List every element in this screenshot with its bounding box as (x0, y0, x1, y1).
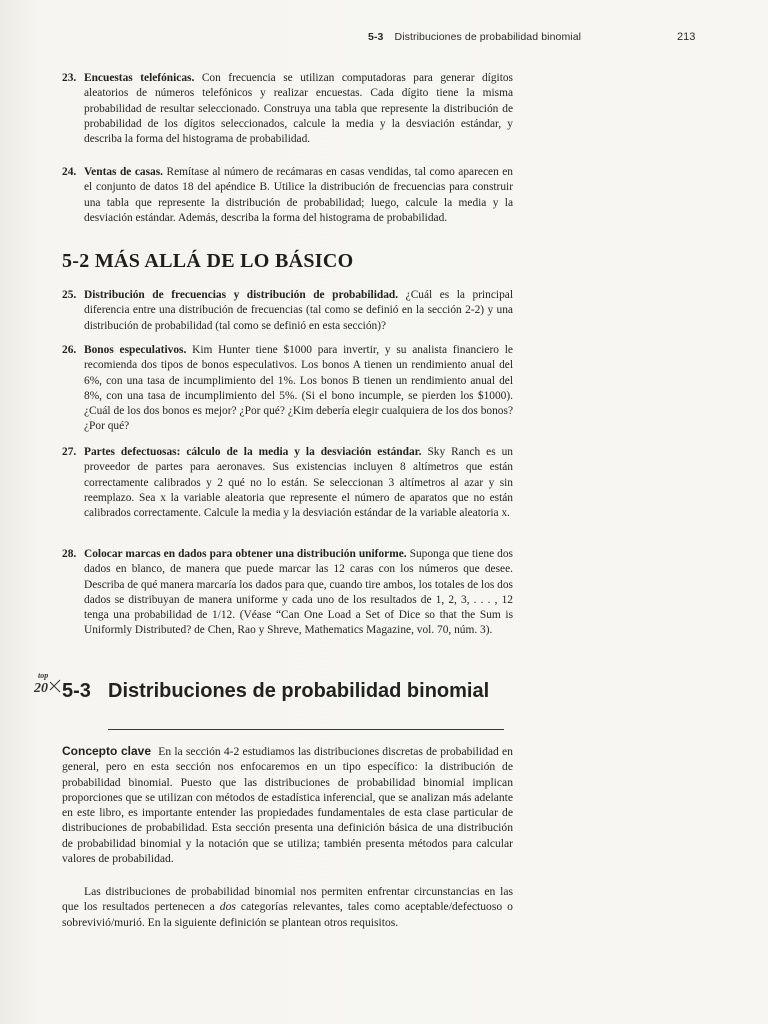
svg-text:20: 20 (34, 681, 48, 696)
exercise-title: Bonos especulativos. (84, 344, 187, 356)
exercise-number: 23. (62, 72, 77, 84)
exercise-body (84, 343, 513, 435)
exercise-25 (62, 288, 513, 334)
exercise-28 (62, 547, 513, 639)
body-paragraph-2 (62, 884, 513, 930)
exercise-number: 27. (62, 446, 77, 458)
exercise-title: Colocar marcas en dados para obtener una distribución uniforme. (84, 548, 407, 560)
exercise-text: Con frecuencia se utilizan computadoras para generar dígitos aleatorios de números telefónicos y realizar encuestas. Cada dígito tiene la misma probabilidad de resultar seleccionado. Construya una tabla que represente la distribución de probabilidad de los dígitos seleccionados, calcule la media y la desviación estándar, y describa la forma del histograma de probabilidad. (84, 72, 513, 146)
exercise-title: Partes defectuosas: cálculo de la media y la desviación estándar. (84, 446, 422, 458)
exercise-23 (62, 71, 513, 147)
exercise-26 (62, 343, 513, 435)
exercise-number: 28. (62, 548, 77, 560)
exercise-title: Distribución de frecuencias y distribución de probabilidad. (84, 289, 399, 301)
exercise-title: Encuestas telefónicas. (84, 72, 195, 84)
section-title-rule (108, 729, 504, 730)
section-heading-5-2: 5-2 MÁS ALLÁ DE LO BÁSICO (62, 250, 354, 272)
exercise-text: Kim Hunter tiene $1000 para invertir, y su analista financiero le recomienda dos tipos de bonos especulativos. Los bonos A tienen un rendimiento anual del 6%, con una tasa de incumplimiento del 1%. Los bonos B tienen un rendimiento anual del 8%, con una tasa de incumplimiento del 5%. (Si el bono incumple, se pierden los $1000). ¿Cuál de los dos bonos es mejor? ¿Por qué? ¿Kim debería elegir cualquiera de los dos bonos? ¿Por qué? (84, 344, 513, 433)
exercise-text: Sky Ranch es un proveedor de partes para aeronaves. Sus existencias incluyen 8 altímetros que están correctamente calibrados y 2 qué no lo están. Se seleccionan 3 altímetros al azar y sin reemplazo. Sea x la variable aleatoria que represente el número de aparatos que no están calibrados correctamente. Calcule la media y la desviación estándar de la variable aleatoria x. (84, 446, 513, 520)
svg-text:top: top (38, 671, 49, 680)
running-header (368, 31, 581, 43)
paragraph-text-after: categorías relevantes, tales como aceptable/defectuoso o sobrevivió/murió. En la siguiente definición se plantean otros requisitos. (62, 900, 513, 929)
exercise-body (84, 445, 513, 521)
exercise-text: Suponga que tiene dos dados en blanco, de manera que puede marcar las 12 caras con los números que desee. Describa de qué manera marcaría los dados para que, cuando tire ambos, los totales de los dos dados se distribuyan de manera uniforme y cada uno de los resultados de 1, 2, 3, . . . , 12 tenga una probabilidad de 1/12. (Véase “Can One Load a Set of Dice so that the Sum is Uniformly Distributed? de Chen, Rao y Shreve, Mathematics Magazine, vol. 70, núm. 3). (84, 548, 513, 637)
exercise-body (84, 547, 513, 639)
exercise-number: 25. (62, 289, 77, 301)
section-number-5-3: 5-3 (62, 680, 91, 702)
exercise-body (84, 71, 513, 147)
exercise-number: 26. (62, 344, 77, 356)
paragraph-emphasis: dos (219, 900, 236, 914)
exercise-text: ¿Cuál es la principal diferencia entre una distribución de frecuencias (tal como se definió en la sección 2-2) y una distribución de probabilidad (tal como se definió en esta sección)? (84, 289, 514, 332)
paragraph-text: En la sección 4-2 estudiamos las distribuciones discretas de probabilidad en general, pero en esta sección nos enfocaremos en un tipo específico: la distribución de probabilidad binomial. Puesto que las distribuciones de probabilidad binomial implican proporciones que se utilizan con métodos de estadística inferencial, que se analizan más adelante en este libro, es importante entender las propiedades fundamentales de esta clase particular de distribuciones de probabilidad. Esta sección presenta una definición básica de una distribución de probabilidad binomial y la notación que se utiliza; también presenta métodos para calcular valores de probabilidad. (62, 745, 513, 866)
page-number: 213 (677, 31, 696, 43)
exercise-title: Ventas de casas. (84, 166, 163, 178)
concept-key-label: Concepto clave (62, 744, 152, 758)
exercise-27 (62, 445, 513, 521)
paragraph-text-before: Las distribuciones de probabilidad binomial nos permiten enfrentar circunstancias en las que los resultados pertenecen a (62, 885, 513, 914)
exercise-body (84, 165, 513, 226)
running-header-title: Distribuciones de probabilidad binomial (394, 31, 582, 43)
top-20-marker-icon (32, 668, 62, 698)
exercise-text: Remítase al número de recámaras en casas vendidas, tal como aparecen en el conjunto de datos 18 del apéndice B. Utilice la distribución de frecuencias para construir una tabla que represente la distribución de probabilidad; luego, calcule la media y la desviación estándar. Además, describa la forma del histograma de probabilidad. (84, 166, 513, 224)
running-header-section-number: 5-3 (368, 31, 384, 43)
body-paragraph-1 (62, 744, 513, 866)
section-title-5-3: Distribuciones de probabilidad binomial (108, 680, 490, 702)
exercise-number: 24. (62, 166, 77, 178)
exercise-24 (62, 165, 513, 226)
exercise-body (84, 288, 513, 334)
